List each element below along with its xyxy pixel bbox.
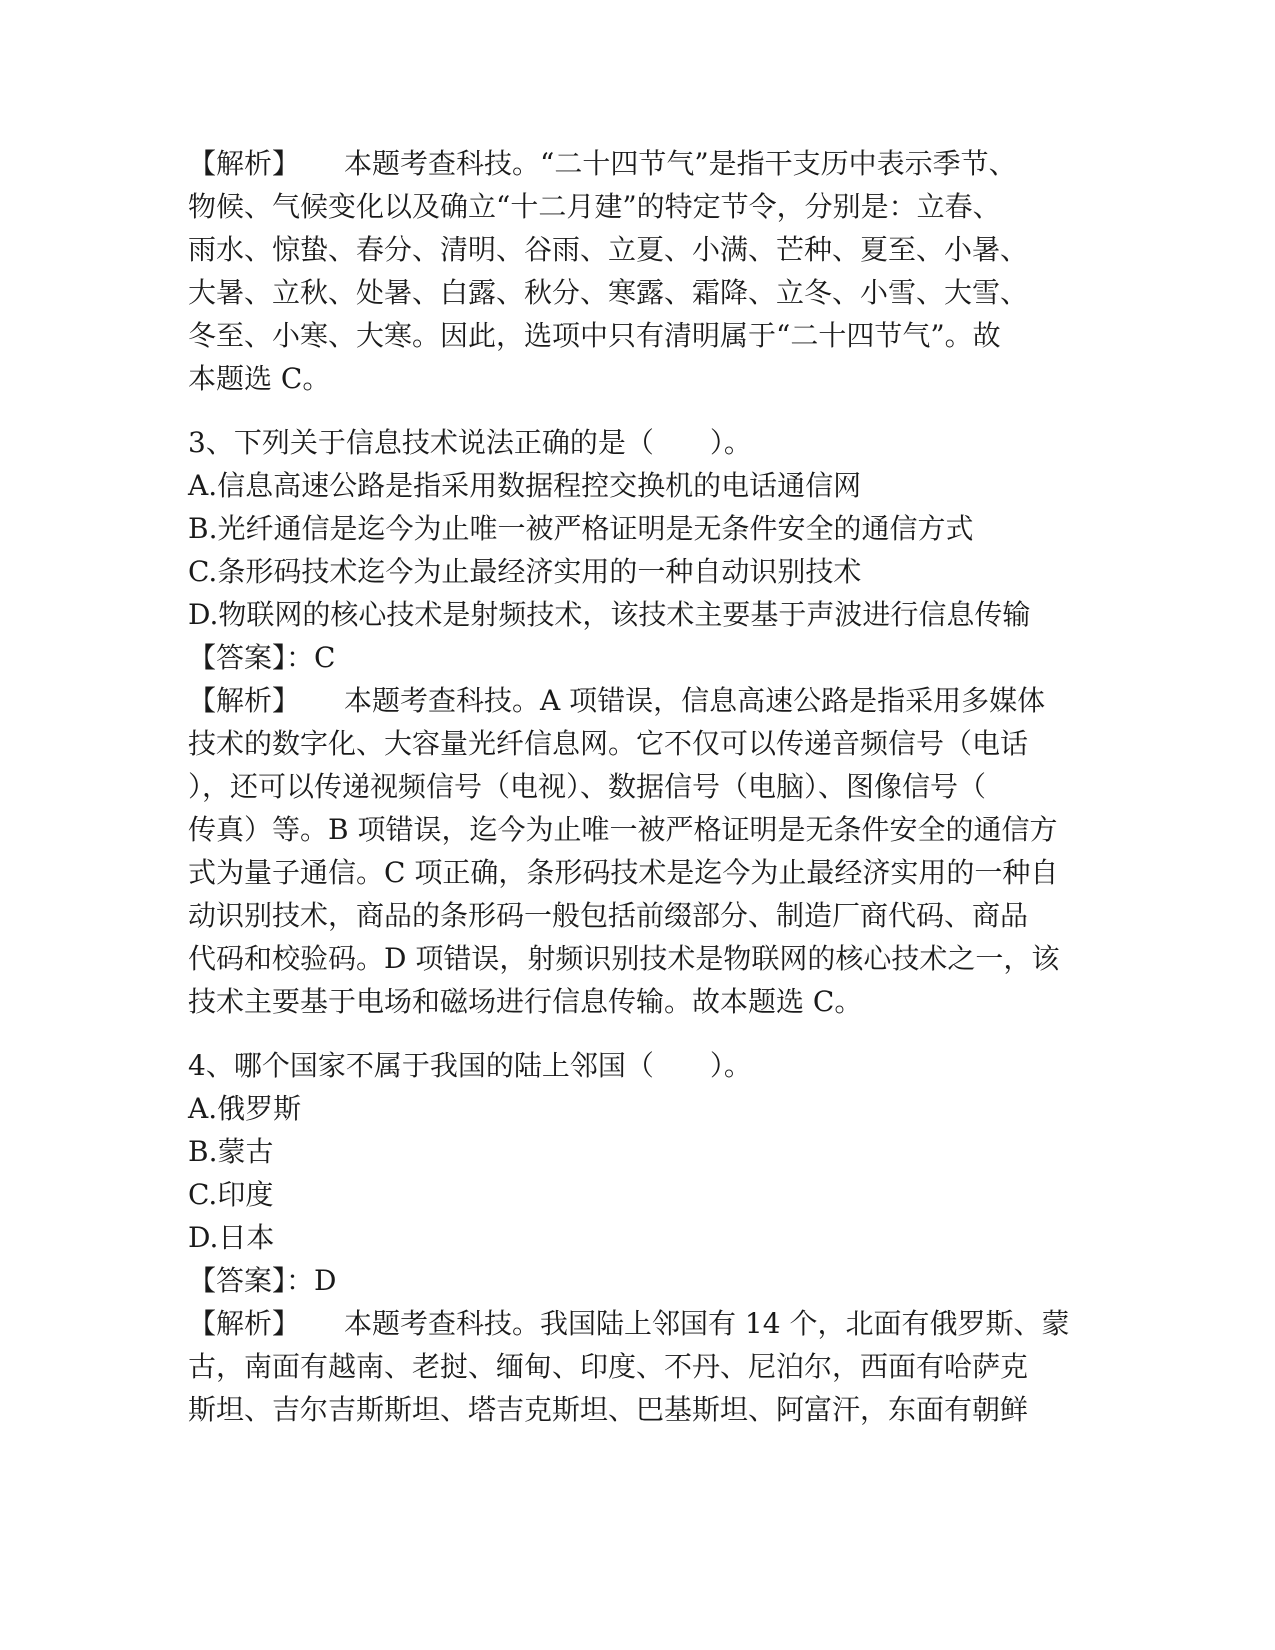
question-4-analysis-line-2: 古，南面有越南、老挝、缅甸、印度、不丹、尼泊尔，西面有哈萨克 [188,1350,1029,1383]
question-3-analysis-line-1 [188,679,1088,722]
question-4 [188,1044,1088,1431]
q2-analysis-line-6: 本题选 C。 [188,362,331,395]
question-4-stem: 4、哪个国家不属于我国的陆上邻国（ ）。 [188,1049,752,1082]
analysis-text: 本题考查科技。“二十四节气”是指干支历中表示季节、 [344,147,1017,180]
question-4-answer: 【答案】：D [188,1264,337,1297]
question-3-analysis-line-5: 式为量子通信。C 项正确，条形码技术是迄今为止最经济实用的一种自 [188,856,1059,889]
question-4-option-d: D.日本 [188,1221,275,1254]
q2-analysis-line-4: 大暑、立秋、处暑、白露、秋分、寒露、霜降、立冬、小雪、大雪、 [188,276,1029,309]
question-3-analysis-line-2: 技术的数字化、大容量光纤信息网。它不仅可以传递音频信号（电话 [188,727,1029,760]
q2-analysis-line-3: 雨水、惊蛰、春分、清明、谷雨、立夏、小满、芒种、夏至、小暑、 [188,233,1029,266]
analysis-text: 本题考查科技。我国陆上邻国有 14 个，北面有俄罗斯、蒙 [344,1307,1070,1340]
question-3-analysis-line-6: 动识别技术，商品的条形码一般包括前缀部分、制造厂商代码、商品 [188,899,1029,932]
analysis-label: 【解析】 [188,1307,301,1340]
q2-analysis-line-1 [188,142,1088,185]
document-page [188,142,1088,1431]
question-4-analysis-line-3: 斯坦、吉尔吉斯斯坦、塔吉克斯坦、巴基斯坦、阿富汗，东面有朝鲜 [188,1393,1029,1426]
question-4-option-c: C.印度 [188,1178,274,1211]
question-3-option-a: A.信息高速公路是指采用数据程控交换机的电话通信网 [188,469,862,502]
analysis-label: 【解析】 [188,147,301,180]
question-4-option-b: B.蒙古 [188,1135,274,1168]
question-3-analysis-line-3: ），还可以传递视频信号（电视）、数据信号（电脑）、图像信号（ [188,770,987,803]
question-3-analysis-line-8: 技术主要基于电场和磁场进行信息传输。故本题选 C。 [188,985,863,1018]
question-3-analysis-line-7: 代码和校验码。D 项错误，射频识别技术是物联网的核心技术之一，该 [188,942,1060,975]
q2-analysis-block [188,142,1088,400]
q2-analysis-line-2: 物候、气候变化以及确立“十二月建”的特定节令，分别是：立春、 [188,190,1001,223]
question-3-option-c: C.条形码技术迄今为止最经济实用的一种自动识别技术 [188,555,862,588]
analysis-label: 【解析】 [188,684,301,717]
question-3-answer: 【答案】：C [188,641,336,674]
question-4-option-a: A.俄罗斯 [188,1092,302,1125]
question-3-option-b: B.光纤通信是迄今为止唯一被严格证明是无条件安全的通信方式 [188,512,974,545]
analysis-text: 本题考查科技。A 项错误，信息高速公路是指采用多媒体 [344,684,1046,717]
question-4-analysis-line-1 [188,1302,1088,1345]
question-3-stem: 3、下列关于信息技术说法正确的是（ ）。 [188,426,752,459]
q2-analysis-line-5: 冬至、小寒、大寒。因此，选项中只有清明属于“二十四节气”。故 [188,319,1001,352]
question-3-analysis-line-4: 传真）等。B 项错误，迄今为止唯一被严格证明是无条件安全的通信方 [188,813,1058,846]
question-3 [188,421,1088,1023]
question-3-option-d: D.物联网的核心技术是射频技术，该技术主要基于声波进行信息传输 [188,598,1031,631]
